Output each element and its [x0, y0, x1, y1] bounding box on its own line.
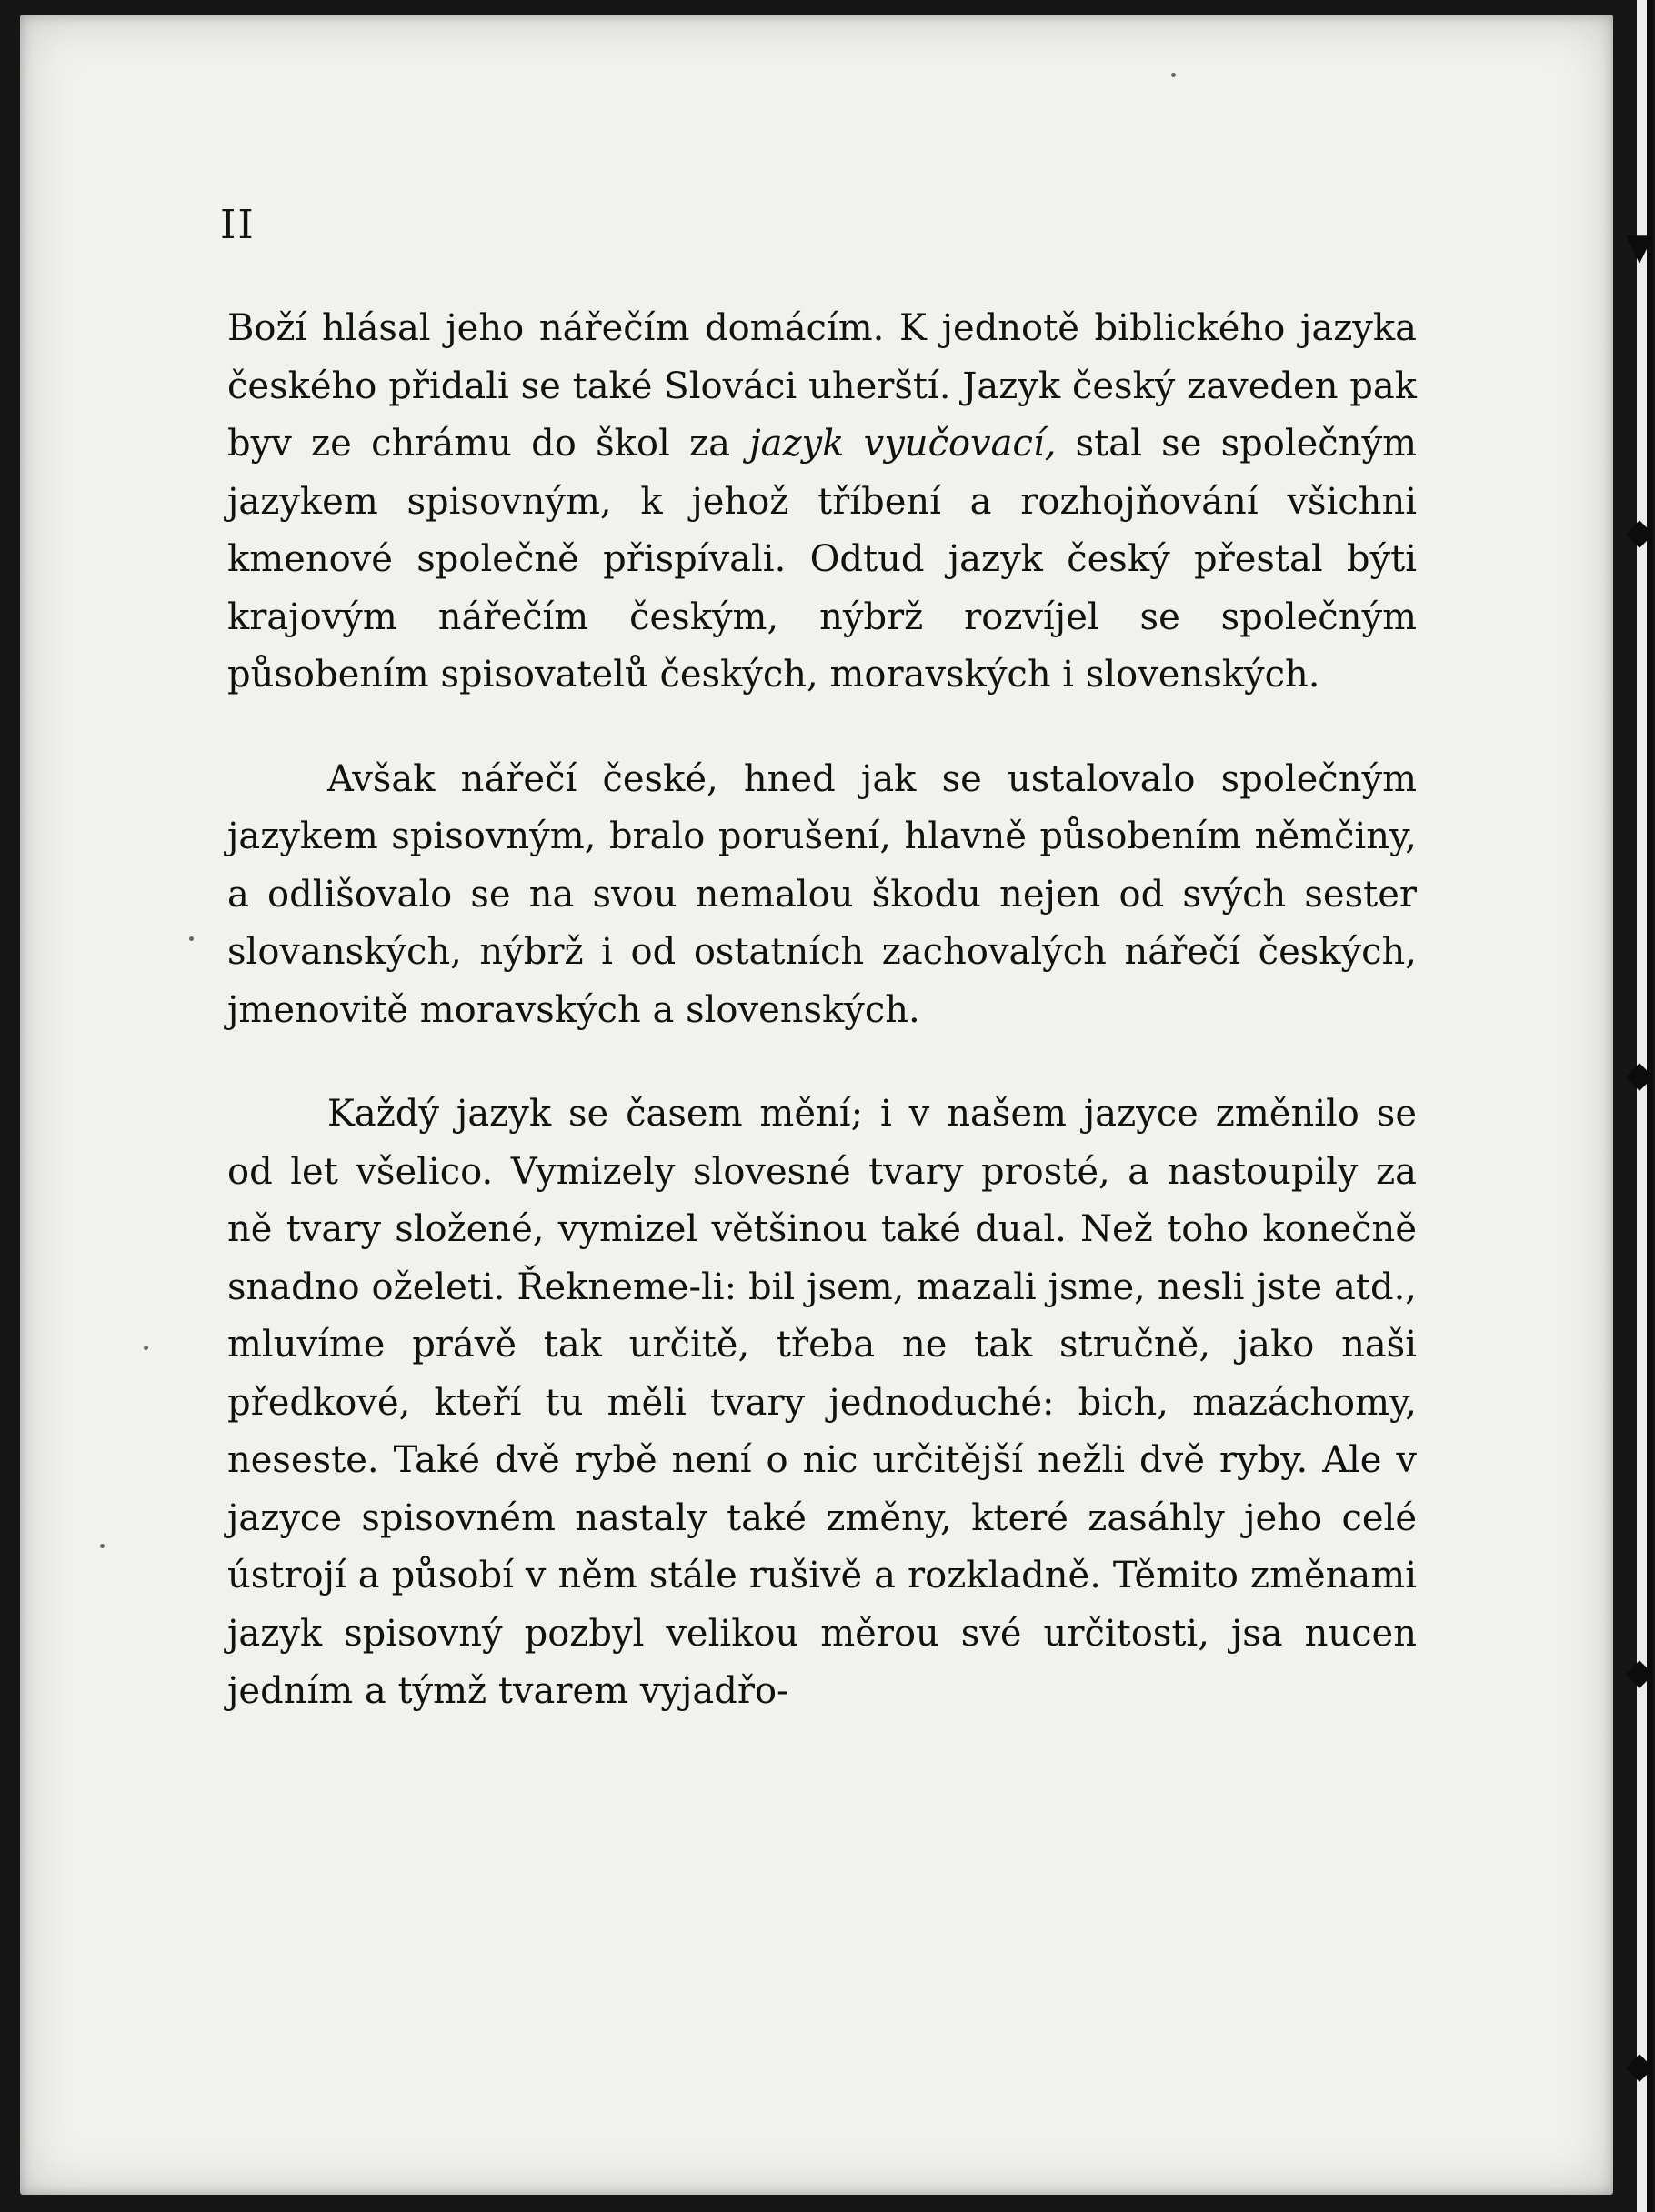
- body-text: [227, 300, 1417, 1721]
- binding-tack-icon: ◆: [1625, 511, 1654, 553]
- paragraph-2: Avšak nářečí české, hned jak se ustalovalo společným jazykem spisovným, bralo porušení, hlavně působením němčiny, a odlišovalo se na svou nemalou škodu nejen od svých sester slovanských, nýbrž i od ostatních zachovalých nářečí českých, jmenovitě moravských a slovenských.: [227, 757, 1417, 1031]
- paper-speck: [1171, 73, 1176, 77]
- paper-speck: [144, 1346, 148, 1350]
- binding-tack-icon: ▼: [1625, 226, 1654, 268]
- paragraph-1-end: stal se společným jazykem spisovným, k jehož tříbení a rozhojňování všichni kmenové společně přispívali. Odtud jazyk český přestal býti krajovým nářečím českým, nýbrž rozvíjel se společným působením spisovatelů českých, moravských i slovenských.: [227, 423, 1417, 696]
- paragraph-3: Každý jazyk se časem mění; i v našem jazyce změnilo se od let všelico. Vymizely slovesné tvary prosté, a nastoupily za ně tvary složené, vymizel většinou také dual. Než toho konečně snadno oželeti. Řekneme-li: bil jsem, mazali jsme, nesli jste atd., mluvíme právě tak určitě, třeba ne tak stručně, jako naši předkové, kteří tu měli tvary jednoduché: bich, mazáchomy, neseste. Také dvě rybě není o nic určitější nežli dvě ryby. Ale v jazyce spisovném nastaly také změny, které zasáhly jeho celé ústrojí a působí v něm stále rušivě a rozkladně. Těmito změnami jazyk spisovný pozbyl velikou měrou své určitosti, jsa nucen jedním a týmž tvarem vyjadřo-: [227, 1093, 1417, 1712]
- paragraph-1-start: Boží hlásal jeho nářečím domácím. K jednotě biblického jazyka českého přidali se také Slováci uherští. Jazyk český zaveden pak byv ze chrámu do škol za: [227, 307, 1417, 465]
- italic-term: jazyk vyučovací,: [749, 423, 1057, 465]
- page-binding-edge: [1637, 0, 1653, 2212]
- binding-tack-icon: ◆: [1625, 2045, 1654, 2087]
- binding-tack-icon: ◆: [1625, 1054, 1654, 1096]
- page-number: II: [220, 202, 256, 248]
- paper-speck: [100, 1544, 105, 1548]
- binding-tack-icon: ◆: [1625, 1651, 1654, 1693]
- paper-speck: [189, 936, 194, 941]
- paragraph-1: [227, 300, 1417, 705]
